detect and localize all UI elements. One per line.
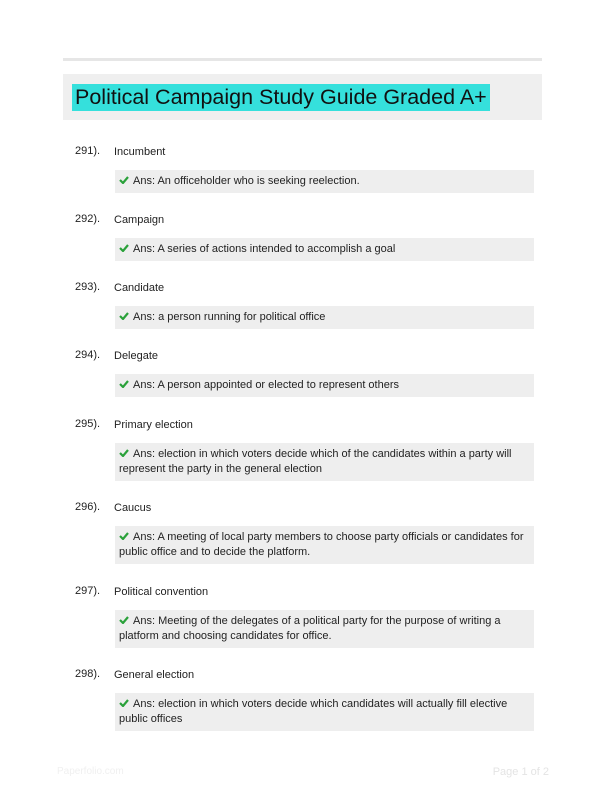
question-term: Political convention: [114, 586, 209, 598]
question-number: 291).: [75, 145, 101, 157]
answer-text: Ans: An officeholder who is seeking reelection.: [133, 175, 360, 187]
question-number: 293).: [75, 281, 101, 293]
footer-site: Paperfolio.com: [57, 766, 124, 777]
question-term: Candidate: [114, 282, 165, 294]
question-term: Campaign: [114, 214, 165, 226]
answer-box: [115, 170, 534, 193]
check-icon: [119, 380, 129, 388]
question-term: Incumbent: [114, 146, 166, 158]
check-icon: [119, 699, 129, 707]
check-icon: [119, 312, 129, 320]
answer-text: Ans: A meeting of local party members to choose party officials or candidates for public office and to decide the platform.: [119, 531, 524, 558]
question-number: 292).: [75, 213, 101, 225]
answer-text: Ans: a person running for political office: [133, 311, 326, 323]
question-term: Delegate: [114, 350, 159, 362]
question-number: 295).: [75, 418, 101, 430]
check-icon: [119, 449, 129, 457]
answer-box: [115, 238, 534, 261]
question-number: 296).: [75, 501, 101, 513]
question-term: General election: [114, 669, 195, 681]
question-term: Primary election: [114, 419, 193, 431]
answer-box: [115, 306, 534, 329]
title-banner: [63, 74, 542, 120]
answer-text: Ans: A series of actions intended to accomplish a goal: [133, 243, 396, 255]
answer-box: [115, 374, 534, 397]
answer-box: [115, 443, 534, 481]
question-number: 297).: [75, 585, 101, 597]
page-title: Political Campaign Study Guide Graded A+: [72, 84, 490, 111]
top-divider: [63, 58, 542, 61]
question-number: 298).: [75, 668, 101, 680]
footer-page-number: Page 1 of 2: [492, 766, 549, 778]
check-icon: [119, 616, 129, 624]
answer-text: Ans: A person appointed or elected to represent others: [133, 379, 400, 391]
answer-box: [115, 693, 534, 731]
answer-text: Ans: Meeting of the delegates of a political party for the purpose of writing a platform and choosing candidates for office.: [119, 615, 501, 642]
check-icon: [119, 176, 129, 184]
answer-text: Ans: election in which voters decide which of the candidates within a party will represent the party in the general election: [119, 448, 512, 475]
answer-text: Ans: election in which voters decide which candidates will actually fill elective public offices: [119, 698, 508, 725]
check-icon: [119, 244, 129, 252]
answer-box: [115, 526, 534, 564]
answer-box: [115, 610, 534, 648]
question-number: 294).: [75, 349, 101, 361]
question-term: Caucus: [114, 502, 152, 514]
check-icon: [119, 532, 129, 540]
